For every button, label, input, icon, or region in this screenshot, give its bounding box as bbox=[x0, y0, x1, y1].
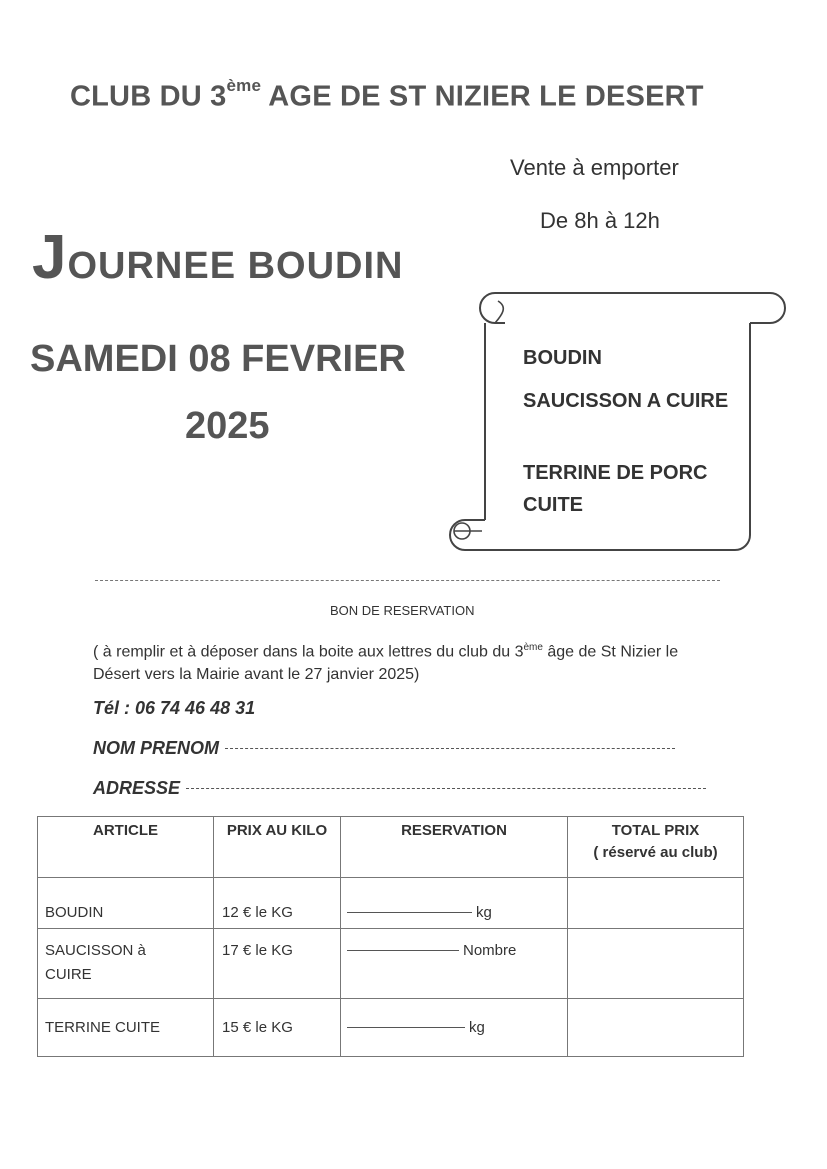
scroll-item-saucisson: SAUCISSON A CUIRE bbox=[523, 390, 729, 412]
header-prix: PRIX AU KILO bbox=[214, 817, 341, 878]
header-total: TOTAL PRIX ( réservé au club) bbox=[568, 817, 744, 878]
unit-label: kg bbox=[469, 1019, 485, 1036]
reservation-cell[interactable] bbox=[341, 878, 568, 929]
phone-number: Tél : 06 74 46 48 31 bbox=[93, 698, 256, 718]
total-cell bbox=[568, 999, 744, 1057]
table-row bbox=[38, 999, 744, 1057]
adresse-label: ADRESSE bbox=[93, 778, 181, 798]
form-instructions: ( à remplir et à déposer dans la boite aux lettres du club du 3ème âge de St Nizier le Désert vers la Mairie avant le 27 janvier 2025) bbox=[93, 642, 679, 684]
price-cell: 17 € le KG bbox=[222, 942, 293, 959]
event-title: JOURNEE BOUDIN bbox=[32, 223, 404, 292]
nom-prenom-label: NOM PRENOM bbox=[93, 738, 219, 758]
price-cell: 15 € le KG bbox=[222, 1019, 293, 1036]
order-table bbox=[37, 816, 744, 1057]
event-date: SAMEDI 08 FEVRIER bbox=[30, 338, 406, 380]
unit-label: kg bbox=[476, 904, 492, 921]
horaires-label: De 8h à 12h bbox=[540, 208, 660, 233]
reservation-cell[interactable] bbox=[341, 929, 568, 999]
table-row bbox=[38, 929, 744, 999]
header-reservation: RESERVATION bbox=[341, 817, 568, 878]
club-title: CLUB DU 3ème AGE DE ST NIZIER LE DESERT bbox=[70, 76, 704, 113]
total-cell bbox=[568, 929, 744, 999]
article-cell: SAUCISSON à CUIRE bbox=[45, 942, 146, 983]
nom-prenom-line[interactable] bbox=[225, 748, 675, 749]
article-cell: BOUDIN bbox=[45, 904, 104, 921]
table-header-row bbox=[38, 817, 744, 878]
unit-label: Nombre bbox=[463, 942, 517, 959]
adresse-field[interactable] bbox=[93, 778, 706, 799]
adresse-line[interactable] bbox=[186, 788, 706, 789]
total-cell bbox=[568, 878, 744, 929]
nom-prenom-field[interactable] bbox=[93, 738, 675, 759]
vente-label: Vente à emporter bbox=[510, 155, 679, 180]
scroll-item-terrine: TERRINE DE PORC CUITE bbox=[523, 462, 708, 516]
reservation-cell[interactable] bbox=[341, 999, 568, 1057]
cut-line bbox=[95, 580, 720, 581]
form-title: BON DE RESERVATION bbox=[330, 603, 475, 618]
header-article: ARTICLE bbox=[38, 817, 214, 878]
article-cell: TERRINE CUITE bbox=[45, 1019, 161, 1036]
scroll-item-boudin: BOUDIN bbox=[523, 347, 602, 369]
event-year: 2025 bbox=[185, 405, 270, 447]
table-row bbox=[38, 878, 744, 929]
price-cell: 12 € le KG bbox=[222, 904, 293, 921]
